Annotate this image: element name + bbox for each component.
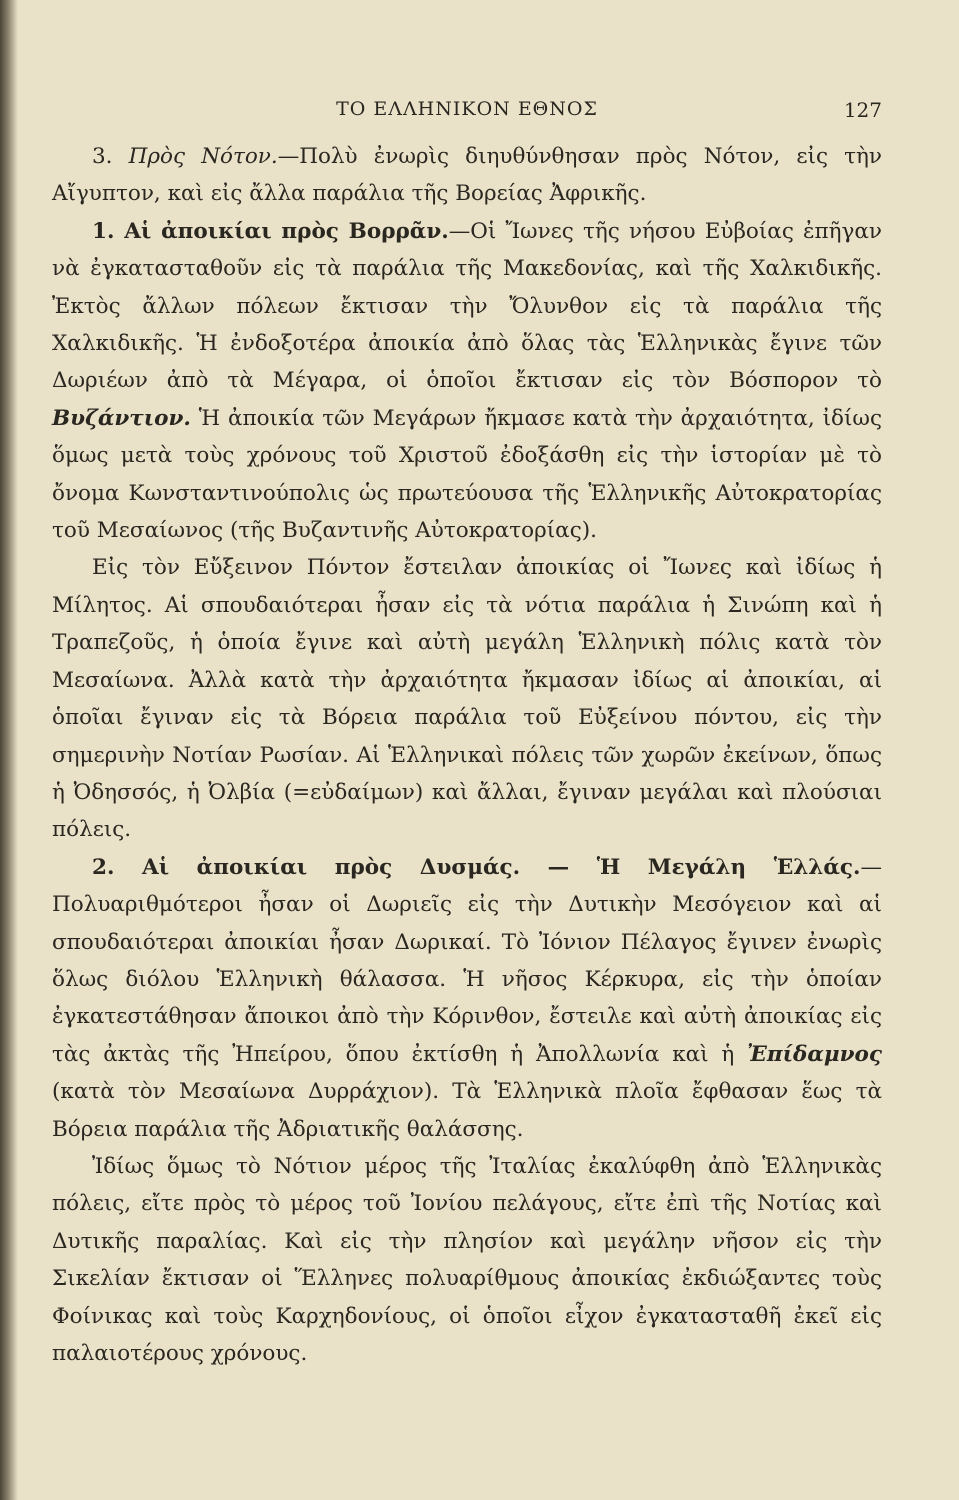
section-heading-south: Πρὸς Νότον.	[128, 144, 278, 169]
paragraph-text: (κατὰ τὸν Μεσαίωνα Δυρράχιον). Τὰ Ἑλληνικὰ πλοῖα ἔφθασαν ἕως τὰ Βόρεια παράλια τῆς Ἀδριατικῆς θαλάσσης.	[52, 1079, 882, 1142]
subsection-heading-west: 2. Αἱ ἀποικίαι πρὸς Δυσμάς. — Ἡ Μεγάλη Ἑλλάς.	[92, 854, 861, 880]
running-header	[52, 98, 882, 138]
paragraph-text: —Οἱ Ἴωνες τῆς νήσου Εὐβοίας ἐπῆγαν νὰ ἐγκατασταθοῦν εἰς τὰ παράλια τῆς Μακεδονίας, καὶ τῆς Χαλκιδικῆς. Ἐκτὸς ἄλλων πόλεων ἔκτισαν τὴν Ὄλυνθον εἰς τὰ παράλια τῆς Χαλκιδικῆς. Ἡ ἐνδοξοτέρα ἀποικία ἀπὸ ὅλας τὰς Ἑλληνικὰς ἔγινε τῶν Δωριέων ἀπὸ τὰ Μέγαρα, οἱ ὁποῖοι ἔκτισαν εἰς τὸν Βόσπορον τὸ	[52, 218, 882, 394]
paragraph-text: Εἰς τὸν Εὔξεινον Πόντον ἔστειλαν ἀποικίας οἱ Ἴωνες καὶ ἰδίως ἡ Μίλητος. Αἱ σπουδαιότεραι ἦσαν εἰς τὰ νότια παράλια ἡ Σινώπη καὶ ἡ Τραπεζοῦς, ἡ ὁποία ἔγινε καὶ αὐτὴ μεγάλη Ἑλληνικὴ πόλις κατὰ τὸν Μεσαίωνα. Ἀλλὰ κατὰ τὴν ἀρχαιότητα ἤκμασαν ἰδίως αἱ ἀποικίαι, αἱ ὁποῖαι ἔγιναν εἰς τὰ Βόρεια παράλια τοῦ Εὐξείνου πόντου, εἰς τὴν σημερινὴν Νοτίαν Ρωσίαν. Αἱ Ἑλληνικαὶ πόλεις τῶν χωρῶν ἐκείνων, ὅπως ἡ Ὀδησσός, ἡ Ὀλβία (=εὐδαίμων) καὶ ἄλλαι, ἔγιναν μεγάλαι καὶ πλούσιαι πόλεις.	[52, 555, 882, 843]
page-edge-shadow	[0, 0, 18, 1500]
paragraph-text: —Πολυαριθμότεροι ἦσαν οἱ Δωριεῖς εἰς τὴν Δυτικὴν Μεσόγειον καὶ αἱ σπουδαιότεραι ἀποικίαι ἦσαν Δωρικαί. Τὸ Ἰόνιον Πέλαγος ἔγινεν ἐνωρὶς ὅλως διόλου Ἑλληνικὴ θάλασσα. Ἡ νῆσος Κέρκυρα, εἰς τὴν ὁποίαν ἐγκατεστάθησαν ἄποικοι ἀπὸ τὴν Κόρινθον, ἔστειλε καὶ αὐτὴ ἀποικίας εἰς τὰς ἀκτὰς τῆς Ἠπείρου, ὅπου ἐκτίσθη ἡ Ἀπολλωνία καὶ ἡ	[52, 854, 882, 1067]
paragraph-euxine	[52, 549, 882, 848]
paragraph-text: —Πολὺ ἐνωρὶς διηυθύνθησαν πρὸς Νότον, εἰς τὴν Αἴγυπτον, καὶ εἰς ἄλλα παράλια τῆς Βορείας Ἀφρικῆς.	[52, 144, 882, 207]
paragraph-west	[52, 849, 882, 1148]
section-number: 3.	[92, 144, 129, 169]
paragraph-south	[52, 138, 882, 213]
paragraph-text: Ἰδίως ὅμως τὸ Νότιον μέρος τῆς Ἰταλίας ἐκαλύφθη ἀπὸ Ἑλληνικὰς πόλεις, εἴτε πρὸς τὸ μέρος τοῦ Ἰονίου πελάγους, εἴτε ἐπὶ τῆς Νοτίας καὶ Δυτικῆς παραλίας. Καὶ εἰς τὴν πλησίον καὶ μεγάλην νῆσον εἰς τὴν Σικελίαν ἔκτισαν οἱ Ἕλληνες πολυαρίθμους ἀποικίας ἐκδιώξαντες τοὺς Φοίνικας καὶ τοὺς Καρχηδονίους, οἱ ὁποῖοι εἶχον ἐγκατασταθῆ ἐκεῖ εἰς παλαιοτέρους χρόνους.	[52, 1153, 882, 1366]
paragraph-text: Ἡ ἀποικία τῶν Μεγάρων ἤκμασε κατὰ τὴν ἀρχαιότητα, ἰδίως ὅμως μετὰ τοὺς χρόνους τοῦ Χριστοῦ ἐδοξάσθη εἰς τὴν ἱστορίαν μὲ τὸ ὄνομα Κωνσταντινούπολις ὡς πρωτεύουσα τῆς Ἑλληνικῆς Αὐτοκρατορίας τοῦ Μεσαίωνος (τῆς Βυζαντινῆς Αὐτοκρατορίας).	[52, 405, 882, 544]
paragraph-italy-sicily	[52, 1148, 882, 1372]
emphasis-epidamnos: Ἐπίδαμνος	[747, 1041, 882, 1067]
paragraph-north	[52, 213, 882, 550]
running-title: ΤΟ ΕΛΛΗΝΙΚΟΝ ΕΘΝΟΣ	[336, 98, 598, 120]
emphasis-byzantion: Βυζάντιον.	[52, 405, 191, 431]
subsection-heading-north: 1. Αἱ ἀποικίαι πρὸς Βορρᾶν.	[92, 218, 449, 244]
page-number: 127	[843, 98, 882, 122]
book-page	[52, 98, 882, 1372]
